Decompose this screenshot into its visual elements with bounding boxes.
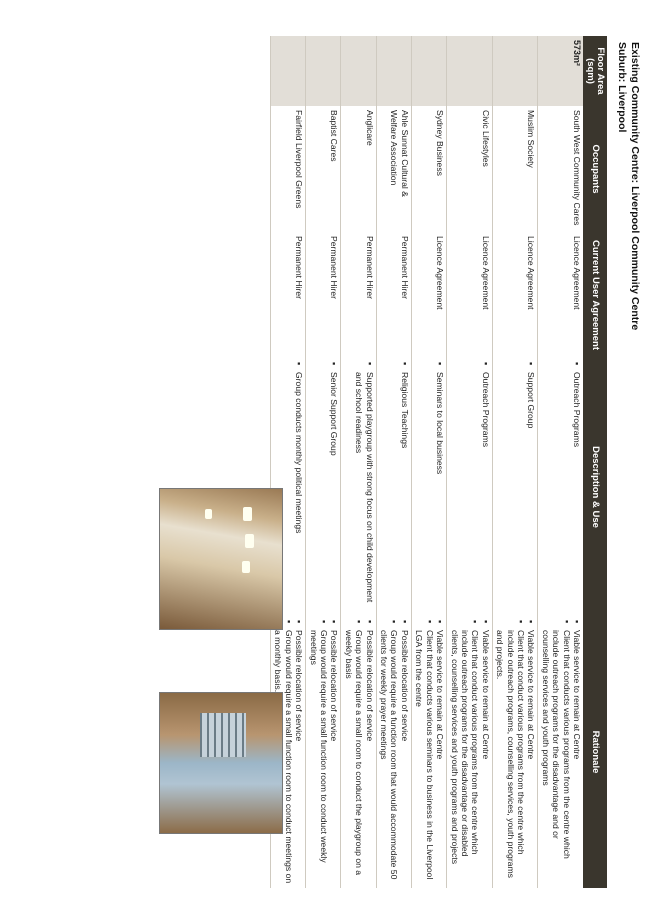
rationale-bullet: ▪ Possible relocation of service xyxy=(400,620,410,884)
rationale-bullet: ▪ Group would require a function room that would accommodate 50 clients for weekly prayer meetings xyxy=(379,620,400,884)
agreement-cell: Licence Agreement xyxy=(492,232,538,358)
agreement-cell: Permanent Hirer xyxy=(271,232,306,358)
page-title: Existing Community Centre: Liverpool Community Centre xyxy=(629,42,641,331)
description-bullet: ▪ Group conducts monthly political meetings xyxy=(294,362,304,612)
floor-area-cell xyxy=(306,36,341,106)
agreement-cell: Permanent Hirer xyxy=(306,232,341,358)
description-bullet: ▪ Senior Support Group xyxy=(329,362,339,612)
rationale-bullet: ▪ Viable service to remain at Centre xyxy=(526,620,536,884)
agreement-cell: Licence Agreement xyxy=(411,232,446,358)
occupant-cell: South West Community Cares xyxy=(538,106,583,232)
rationale-bullet: ▪ Group would require a small room to conduct the playgroup on a weekly basis xyxy=(343,620,364,884)
table-header-row xyxy=(583,36,607,888)
occupant-cell: Ahle Sunnat Cultural & Welfare Association xyxy=(376,106,411,232)
occupant-cell: Anglicare xyxy=(341,106,376,232)
rationale-bullet: ▪ Viable service to remain at Centre xyxy=(435,620,445,884)
col-floor-area: Floor Area (sqm) xyxy=(583,36,607,106)
occupant-cell: Fairfield Liverpool Greens xyxy=(271,106,306,232)
table-row xyxy=(341,36,376,888)
table-row xyxy=(447,36,493,888)
agreement-cell: Permanent Hirer xyxy=(376,232,411,358)
table-row xyxy=(492,36,538,888)
rationale-cell xyxy=(447,616,493,888)
agreement-cell: Licence Agreement xyxy=(447,232,493,358)
description-cell xyxy=(492,358,538,616)
rationale-bullet: ▪ Viable service to remain at Centre xyxy=(572,620,582,884)
occupants-table xyxy=(270,36,607,888)
rationale-cell xyxy=(376,616,411,888)
hallway-photo xyxy=(159,488,283,630)
description-bullet: ▪ Religious Teachings xyxy=(400,362,410,612)
rationale-cell xyxy=(411,616,446,888)
rationale-bullet: ▪ Client that conducts various programs from the centre which include outreach programs for the disadvantage and or counselling services and youth programs xyxy=(540,620,571,884)
rationale-bullet: ▪ Possible relocation of service xyxy=(329,620,339,884)
table-row xyxy=(411,36,446,888)
description-cell xyxy=(411,358,446,616)
suburb-label: Suburb: Liverpool xyxy=(616,42,628,133)
rationale-bullet: ▪ Viable service to remain at Centre xyxy=(480,620,490,884)
room-photo xyxy=(159,692,283,834)
occupant-cell: Sydney Business xyxy=(411,106,446,232)
col-description: Description & Use xyxy=(583,358,607,616)
floor-area-cell xyxy=(271,36,306,106)
rationale-bullet: ▪ Group would require a small function room to conduct weekly meetings xyxy=(308,620,329,884)
occupant-cell: Baptist Cares xyxy=(306,106,341,232)
description-bullet: ▪ Supported playgroup with strong focus on child development and school readiness xyxy=(354,362,375,612)
occupant-cell: Muslim Society xyxy=(492,106,538,232)
description-bullet: ▪ Seminars to local business xyxy=(435,362,445,612)
rationale-cell xyxy=(306,616,341,888)
floor-area-cell xyxy=(341,36,376,106)
table-row xyxy=(538,36,583,888)
description-bullet: ▪ Outreach Programs xyxy=(480,362,490,612)
table-row xyxy=(306,36,341,888)
rationale-bullet: ▪ Client that conduct various programs from the centre which include outreach programs, counselling services, youth programs and projects. xyxy=(495,620,526,884)
floor-area-cell xyxy=(447,36,493,106)
table-row xyxy=(376,36,411,888)
description-cell xyxy=(538,358,583,616)
floor-area-value: 573m² xyxy=(538,36,583,106)
description-cell xyxy=(341,358,376,616)
floor-area-cell xyxy=(411,36,446,106)
page-header xyxy=(615,42,641,330)
agreement-cell: Licence Agreement xyxy=(538,232,583,358)
floor-area-cell xyxy=(492,36,538,106)
description-bullet: ▪ Outreach Programs xyxy=(572,362,582,612)
rationale-cell xyxy=(538,616,583,888)
table-body xyxy=(271,36,583,888)
rationale-cell xyxy=(341,616,376,888)
occupant-cell: Civic Lifestyles xyxy=(447,106,493,232)
rationale-bullet: ▪ Possible relocation of service xyxy=(294,620,304,884)
description-cell xyxy=(306,358,341,616)
rationale-cell xyxy=(492,616,538,888)
rationale-bullet: ▪ Possible relocation of service xyxy=(364,620,374,884)
rationale-bullet: ▪ Group would require a small function room to conduct meetings on a monthly basis. xyxy=(273,620,294,884)
col-agreement: Current User Agreement xyxy=(583,232,607,358)
description-bullet: ▪ Support Group xyxy=(526,362,536,612)
floor-area-cell xyxy=(376,36,411,106)
description-cell xyxy=(376,358,411,616)
rationale-bullet: ▪ Client that conducts various seminars to business in the Liverpool LGA from the centre xyxy=(414,620,435,884)
col-occupants: Occupants xyxy=(583,106,607,232)
agreement-cell: Permanent Hirer xyxy=(341,232,376,358)
col-rationale: Rationale xyxy=(583,616,607,888)
rationale-bullet: ▪ Client that conduct various programs from the centre which include outreach programs for the disadvantage or disabled clients, counselling services and youth programs and projects xyxy=(449,620,480,884)
description-cell xyxy=(447,358,493,616)
